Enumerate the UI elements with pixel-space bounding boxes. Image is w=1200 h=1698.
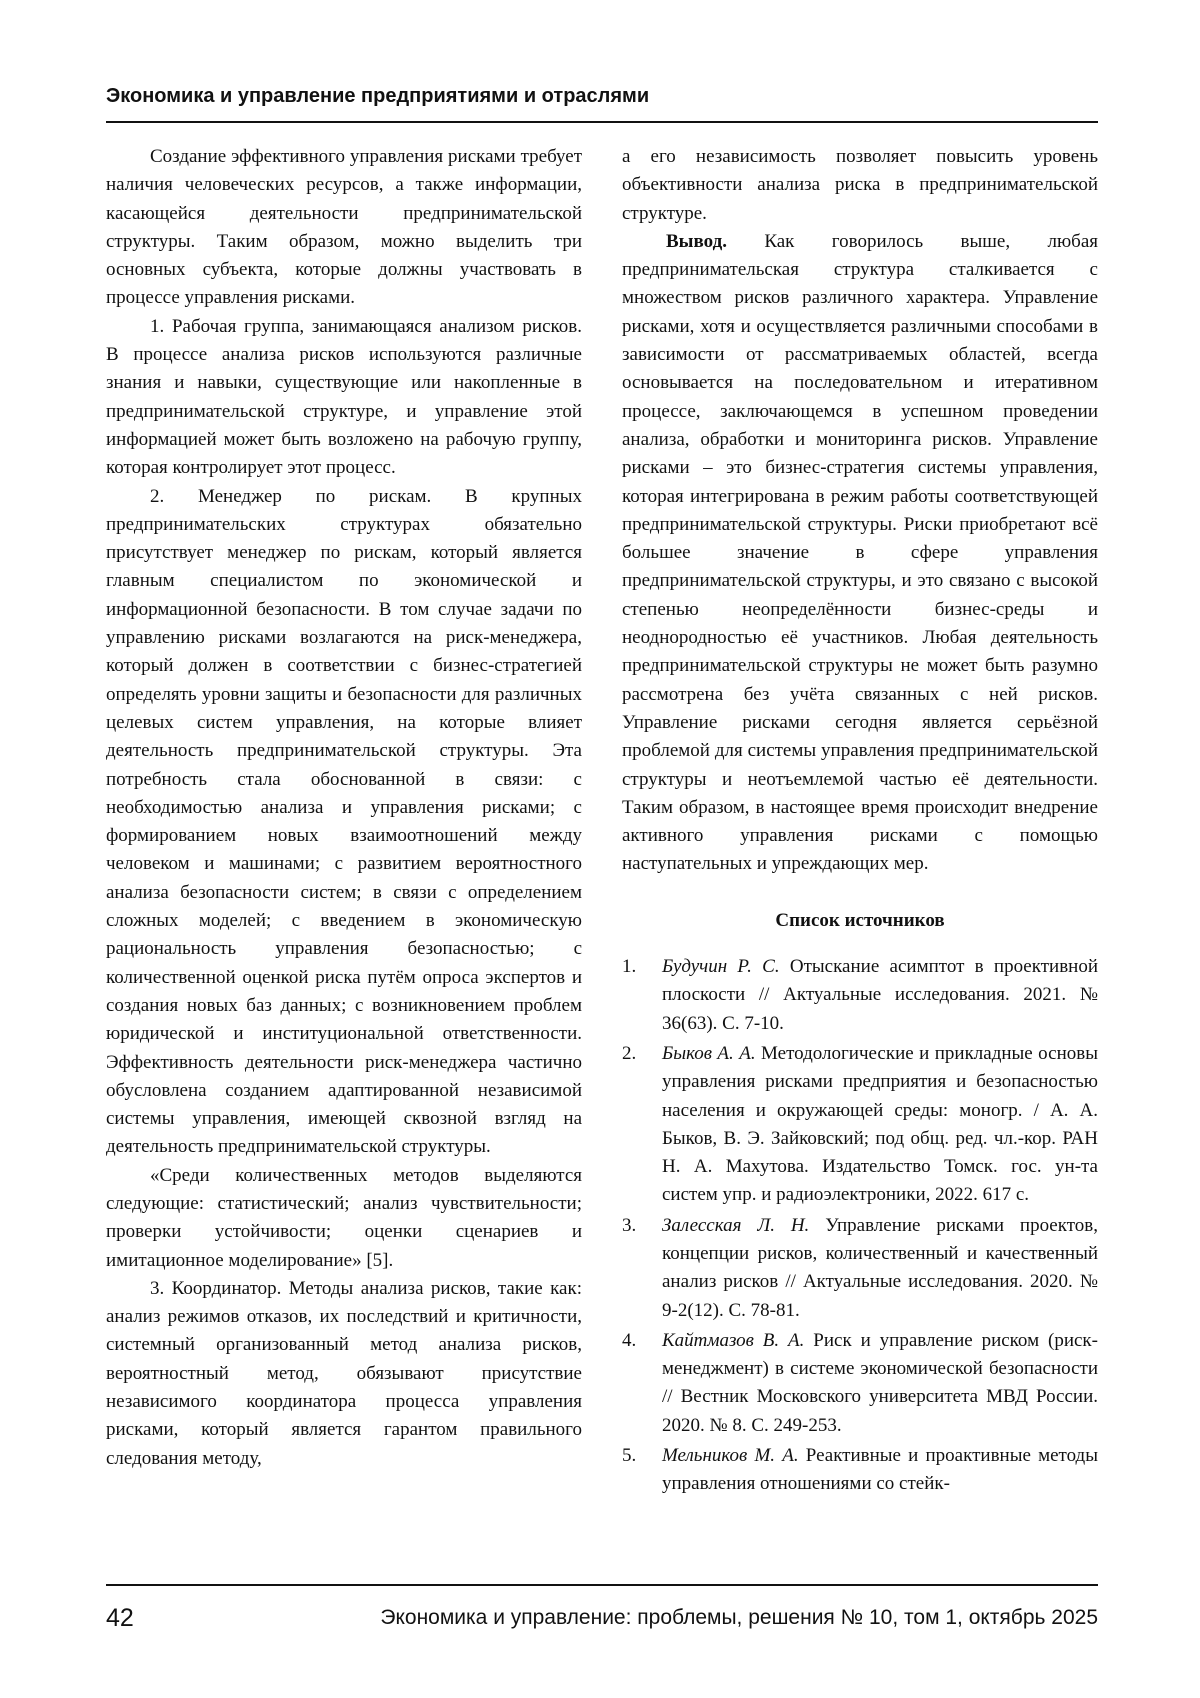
reference-text bbox=[662, 1040, 1098, 1210]
right-column bbox=[622, 143, 1098, 1501]
journal-title: Экономика и управление: проблемы, решения № 10, том 1, октябрь 2025 bbox=[380, 1606, 1098, 1629]
reference-number: 1. bbox=[622, 956, 637, 978]
reference-number: 5. bbox=[622, 1445, 637, 1467]
reference-body: Реактивные и проактивные методы управления отношениями со стейк- bbox=[662, 1445, 1098, 1495]
reference-text bbox=[662, 1442, 1098, 1499]
paragraph-continuation: а его независимость позволяет повысить уровень объективности анализа риска в предпринимательской структуре. bbox=[622, 146, 1098, 224]
footer-rule bbox=[106, 1584, 1098, 1586]
conclusion-label: Вывод. bbox=[666, 230, 727, 252]
section-title: Экономика и управление предприятиями и отраслями bbox=[106, 85, 650, 107]
reference-item bbox=[622, 1040, 1098, 1210]
reference-body: Отыскание асимптот в проективной плоскости // Актуальные исследования. 2021. № 36(63). С. 7-10. bbox=[662, 956, 1099, 1034]
paragraph-risk-manager: 2. Менеджер по рискам. В крупных предпринимательских структурах обязательно присутствует менеджер по рискам, который является главным специалистом по экономической и информационной безопасности. В том случае задачи по управлению рисками возлагаются на риск-менеджера, который должен в соответствии с бизнес-стратегией определять уровни защиты и безопасности для различных целевых систем управления, на которые влияет деятельность предпринимательской структуры. Эта потребность стала обоснованной в связи: с необходимостью анализа и управления рисками; с формированием новых взаимоотношений между человеком и машинами; с развитием вероятностного анализа безопасности систем; в связи с определением сложных моделей; с введением в экономическую рациональность управления безопасностью; с количественной оценкой риска путём опроса экспертов и создания новых баз данных; с возникновением проблем юридической и институциональной ответственности. Эффективность деятельности риск-менеджера частично обусловлена созданием адаптированной независимой системы управления, имеющей сквозной взгляд на деятельность предпринимательской структуры. bbox=[106, 485, 582, 1158]
reference-item bbox=[622, 1442, 1098, 1499]
reference-body: Методологические и прикладные основы управления рисками предприятия и безопасностью населения и окружающей среды: моногр. / А. А. Быков, В. Э. Зайковский; под общ. ред. чл.-кор. РАН Н. А. Махутова. Издательство Томск. гос. ун-та систем упр. и радиоэлектроники, 2022. 617 с. bbox=[662, 1042, 1098, 1206]
reference-item bbox=[622, 953, 1098, 1038]
reference-body: Риск и управление риском (риск-менеджмент) в системе экономической безопасности // Вестник Московского университета МВД России. 2020. № 8. С. 249-253. bbox=[662, 1329, 1098, 1436]
paragraph-coordinator: 3. Координатор. Методы анализа рисков, такие как: анализ режимов отказов, их последствий и критичности, системный организованный метод анализа рисков, вероятностный метод, обязывают присутствие независимого координатора процесса управления рисками, который является гарантом правильного следования методу, bbox=[106, 1277, 582, 1469]
reference-text bbox=[662, 953, 1098, 1038]
reference-author: Быков А. А. bbox=[662, 1042, 756, 1064]
reference-text bbox=[662, 1327, 1098, 1440]
reference-item bbox=[622, 1327, 1098, 1440]
paragraph-conclusion bbox=[622, 228, 1098, 879]
paragraph-working-group: 1. Рабочая группа, занимающаяся анализом рисков. В процессе анализа рисков используются различные знания и навыки, существующие или накопленные в предпринимательской структуре, и управление этой информацией может быть возложено на рабочую группу, которая контролирует этот процесс. bbox=[106, 315, 582, 479]
reference-author: Кайтмазов В. А. bbox=[662, 1329, 805, 1351]
reference-number: 3. bbox=[622, 1214, 637, 1236]
reference-number: 4. bbox=[622, 1329, 637, 1351]
references-title: Список источников bbox=[775, 909, 945, 931]
header-rule bbox=[106, 121, 1098, 123]
page-number: 42 bbox=[106, 1604, 134, 1632]
reference-number: 2. bbox=[622, 1042, 637, 1064]
reference-item bbox=[622, 1212, 1098, 1325]
reference-body: Управление рисками проектов, концепции рисков, количественный и качественный анализ рисков // Актуальные исследования. 2020. № 9-2(12). С. 78-81. bbox=[662, 1214, 1098, 1321]
reference-author: Будучин Р. С. bbox=[662, 956, 780, 978]
reference-author: Мельников М. А. bbox=[662, 1445, 799, 1467]
reference-author: Залесская Л. Н. bbox=[662, 1214, 810, 1236]
paragraph-intro: Создание эффективного управления рисками требует наличия человеческих ресурсов, а также информации, касающейся деятельности предпринимательской структуры. Таким образом, можно выделить три основных субъекта, которые должны участвовать в процессе управления рисками. bbox=[106, 146, 582, 309]
reference-text bbox=[662, 1212, 1098, 1325]
left-column bbox=[106, 143, 582, 1473]
conclusion-text: Как говорилось выше, любая предпринимательская структура сталкивается с множеством рисков различного характера. Управление рисками, хотя и осуществляется различными способами в зависимости от рассматриваемых областей, всегда основывается на последовательном и итеративном процессе, заключающемся в успешном проведении анализа, обработки и мониторинга рисков. Управление рисками – это бизнес-стратегия системы управления, которая интегрирована в режим работы соответствующей предпринимательской структуры. Риски приобретают всё большее значение в сфере управления предпринимательской структуры, и это связано с высокой степенью неопределённости бизнес-среды и неоднородностью её участников. Любая деятельность предпринимательской структуры не может быть разумно рассмотрена без учёта связанных с ней рисков. Управление рисками сегодня является серьёзной проблемой для системы управления предпринимательской структуры и неотъемлемой частью её деятельности. Таким образом, в настоящее время происходит внедрение активного управления рисками с помощью наступательных и упреждающих мер. bbox=[622, 230, 1098, 875]
page-footer bbox=[106, 1601, 1098, 1635]
paragraph-quote-methods: «Среди количественных методов выделяются следующие: статистический; анализ чувствительности; проверки устойчивости; оценки сценариев и имитационное моделирование» [5]. bbox=[106, 1164, 582, 1271]
